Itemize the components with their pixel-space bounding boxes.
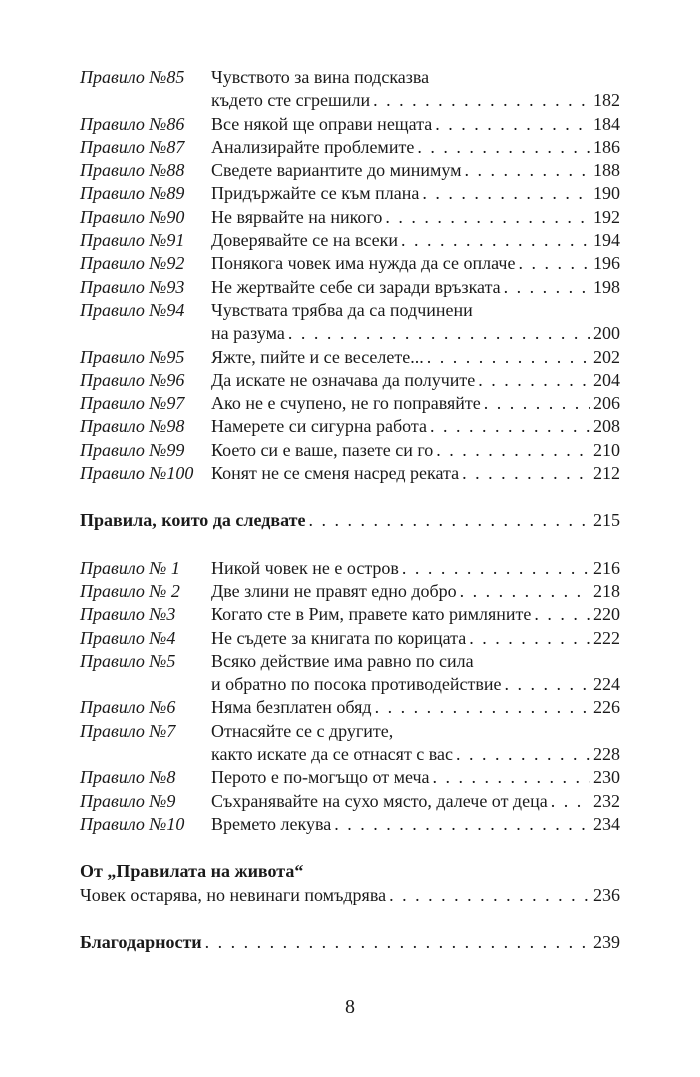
rule-number: Правило №91 bbox=[80, 230, 185, 251]
rule-title: на разума bbox=[211, 323, 285, 344]
dot-leader bbox=[462, 462, 590, 485]
rule-title: Анализирайте проблемите bbox=[211, 136, 415, 157]
rule-page: 232 bbox=[593, 790, 620, 811]
rule-title: Доверявайте се на всеки bbox=[211, 230, 398, 251]
rule-title: Перото е по-могъщо от меча bbox=[211, 767, 430, 788]
toc-entry bbox=[80, 113, 620, 136]
dot-leader bbox=[435, 113, 590, 136]
dot-leader bbox=[334, 813, 590, 836]
dot-leader bbox=[551, 790, 590, 813]
rule-number: Правило №5 bbox=[80, 650, 176, 671]
toc-entry bbox=[80, 415, 620, 438]
rule-page: 196 bbox=[593, 253, 620, 274]
toc-entry bbox=[80, 720, 620, 767]
rule-page: 184 bbox=[593, 113, 620, 134]
dot-leader bbox=[373, 89, 590, 112]
toc-entry bbox=[80, 462, 620, 485]
rule-title: Да искате не означава да получите bbox=[211, 369, 476, 390]
rule-number: Правило №94 bbox=[80, 299, 185, 320]
section-title: Правила, които да следвате bbox=[80, 510, 306, 531]
rule-title: Придържайте се към плана bbox=[211, 183, 420, 204]
toc-entry bbox=[80, 580, 620, 603]
dot-leader bbox=[389, 884, 590, 907]
rule-number: Правило №86 bbox=[80, 113, 185, 134]
rule-title: Чувството за вина подсказва bbox=[211, 67, 430, 87]
toc-entry bbox=[80, 346, 620, 369]
rule-number: Правило №89 bbox=[80, 183, 185, 204]
dot-leader bbox=[518, 252, 590, 275]
rule-page: 208 bbox=[593, 416, 620, 437]
section-acknowledgements bbox=[80, 931, 620, 954]
rule-number: Правило №92 bbox=[80, 253, 185, 274]
toc-entry bbox=[80, 439, 620, 462]
dot-leader bbox=[402, 557, 590, 580]
rule-number: Правило №98 bbox=[80, 416, 185, 437]
rule-number: Правило №85 bbox=[80, 67, 185, 87]
dot-leader bbox=[308, 509, 590, 532]
rule-page: 234 bbox=[593, 813, 620, 834]
rule-page: 218 bbox=[593, 580, 620, 601]
toc-entry bbox=[80, 392, 620, 415]
rule-page: 192 bbox=[593, 206, 620, 227]
dot-leader bbox=[465, 159, 590, 182]
rule-number: Правило №4 bbox=[80, 627, 176, 648]
toc-entry bbox=[80, 252, 620, 275]
rule-title: както искате да се отнасят с вас bbox=[211, 744, 454, 765]
dot-leader bbox=[505, 673, 591, 696]
rule-page: 200 bbox=[593, 323, 620, 344]
rule-page: 220 bbox=[593, 604, 620, 625]
rule-title: Съхранявайте на сухо място, далече от деца bbox=[211, 790, 548, 811]
section-title: Благодарности bbox=[80, 931, 202, 952]
toc-entry bbox=[80, 182, 620, 205]
toc-entry bbox=[80, 790, 620, 813]
rule-title: Конят не се сменя насред реката bbox=[211, 463, 460, 484]
dot-leader bbox=[504, 276, 590, 299]
dot-leader bbox=[456, 743, 590, 766]
dot-leader bbox=[469, 627, 590, 650]
rule-title: където сте сгрешили bbox=[211, 90, 371, 111]
rule-page: 204 bbox=[593, 369, 620, 390]
dot-leader bbox=[484, 392, 590, 415]
rule-page: 230 bbox=[593, 767, 620, 788]
rule-number: Правило №93 bbox=[80, 276, 185, 297]
section-rules-to-follow bbox=[80, 509, 620, 532]
rule-title: Понякога човек има нужда да се оплаче bbox=[211, 253, 516, 274]
rule-page: 182 bbox=[593, 90, 620, 111]
toc-entry bbox=[80, 603, 620, 626]
rule-title: Което си е ваше, пазете си го bbox=[211, 439, 434, 460]
rule-number: Правило № 2 bbox=[80, 580, 180, 601]
dot-leader bbox=[534, 603, 590, 626]
toc-entry bbox=[80, 299, 620, 346]
rule-number: Правило №8 bbox=[80, 767, 176, 788]
toc-entry bbox=[80, 206, 620, 229]
rules-list-2 bbox=[80, 557, 620, 837]
toc-entry bbox=[80, 229, 620, 252]
rule-title: Отнасяйте се с другите, bbox=[211, 720, 394, 741]
toc-entry bbox=[80, 813, 620, 836]
dot-leader bbox=[436, 439, 590, 462]
rule-page: 202 bbox=[593, 346, 620, 367]
rule-number: Правило №95 bbox=[80, 346, 185, 367]
rule-number: Правило №100 bbox=[80, 463, 194, 484]
rule-page: 210 bbox=[593, 439, 620, 460]
dot-leader bbox=[401, 229, 590, 252]
rule-title: и обратно по посока противодействие bbox=[211, 674, 502, 695]
rule-title: Всяко действие има равно по сила bbox=[211, 650, 474, 671]
toc-entry bbox=[80, 136, 620, 159]
rule-title: Времето лекува bbox=[211, 813, 332, 834]
rule-title: Сведете вариантите до минимум bbox=[211, 160, 462, 181]
rule-page: 224 bbox=[593, 674, 620, 695]
section-rules-of-life bbox=[80, 860, 620, 907]
dot-leader bbox=[430, 415, 590, 438]
toc-entry bbox=[80, 766, 620, 789]
rule-number: Правило №3 bbox=[80, 604, 176, 625]
dot-leader bbox=[288, 322, 590, 345]
rule-page: 228 bbox=[593, 744, 620, 765]
toc-entry bbox=[80, 650, 620, 697]
section-page: 239 bbox=[593, 931, 620, 952]
rule-page: 188 bbox=[593, 160, 620, 181]
rule-page: 226 bbox=[593, 697, 620, 718]
rule-number: Правило №96 bbox=[80, 369, 185, 390]
rule-page: 212 bbox=[593, 463, 620, 484]
rule-title: Няма безплатен обяд bbox=[211, 697, 372, 718]
rule-title: Чувствата трябва да са подчинени bbox=[211, 299, 473, 320]
rule-title: Ако не е счупено, не го поправяйте bbox=[211, 393, 481, 414]
rule-page: 186 bbox=[593, 136, 620, 157]
rule-number: Правило №97 bbox=[80, 393, 185, 414]
rule-page: 222 bbox=[593, 627, 620, 648]
rule-number: Правило №88 bbox=[80, 160, 185, 181]
section-page: 236 bbox=[593, 884, 620, 905]
rule-title: Все някой ще оправи нещата bbox=[211, 113, 433, 134]
toc-entry bbox=[80, 276, 620, 299]
toc-entry bbox=[80, 696, 620, 719]
rule-page: 206 bbox=[593, 393, 620, 414]
rule-title: Никой човек не е остров bbox=[211, 557, 399, 578]
dot-leader bbox=[422, 182, 590, 205]
dot-leader bbox=[478, 369, 590, 392]
rule-number: Правило №6 bbox=[80, 697, 176, 718]
rule-page: 190 bbox=[593, 183, 620, 204]
rule-number: Правило №9 bbox=[80, 790, 176, 811]
rule-title: Яжте, пийте и се веселете... bbox=[211, 346, 424, 367]
rule-page: 198 bbox=[593, 276, 620, 297]
rules-list-1 bbox=[80, 66, 620, 485]
rule-number: Правило №7 bbox=[80, 720, 176, 741]
rule-title: Когато сте в Рим, правете като римляните bbox=[211, 604, 532, 625]
rule-number: Правило № 1 bbox=[80, 557, 180, 578]
section-heading: От „Правилата на живота“ bbox=[80, 861, 304, 882]
rule-title: Намерете си сигурна работа bbox=[211, 416, 427, 437]
rule-page: 216 bbox=[593, 557, 620, 578]
dot-leader bbox=[460, 580, 590, 603]
toc-entry bbox=[80, 627, 620, 650]
dot-leader bbox=[417, 136, 590, 159]
rule-page: 194 bbox=[593, 230, 620, 251]
toc-entry bbox=[80, 369, 620, 392]
rule-title: Не съдете за книгата по корицата bbox=[211, 627, 467, 648]
rule-number: Правило №90 bbox=[80, 206, 185, 227]
rule-number: Правило №87 bbox=[80, 136, 185, 157]
dot-leader bbox=[205, 931, 590, 954]
section-line: Човек остарява, но невинаги помъдрява bbox=[80, 884, 387, 905]
toc-entry bbox=[80, 557, 620, 580]
rule-title: Две злини не правят едно добро bbox=[211, 580, 457, 601]
rule-title: Не жертвайте себе си заради връзката bbox=[211, 276, 501, 297]
rule-number: Правило №10 bbox=[80, 813, 185, 834]
dot-leader bbox=[427, 346, 590, 369]
dot-leader bbox=[385, 206, 590, 229]
dot-leader bbox=[375, 696, 590, 719]
rule-number: Правило №99 bbox=[80, 439, 185, 460]
section-page: 215 bbox=[593, 510, 620, 531]
toc-entry bbox=[80, 159, 620, 182]
table-of-contents bbox=[80, 66, 620, 954]
rule-title: Не вярвайте на никого bbox=[211, 206, 383, 227]
page-number: 8 bbox=[345, 996, 355, 1018]
toc-entry bbox=[80, 66, 620, 113]
dot-leader bbox=[433, 766, 590, 789]
